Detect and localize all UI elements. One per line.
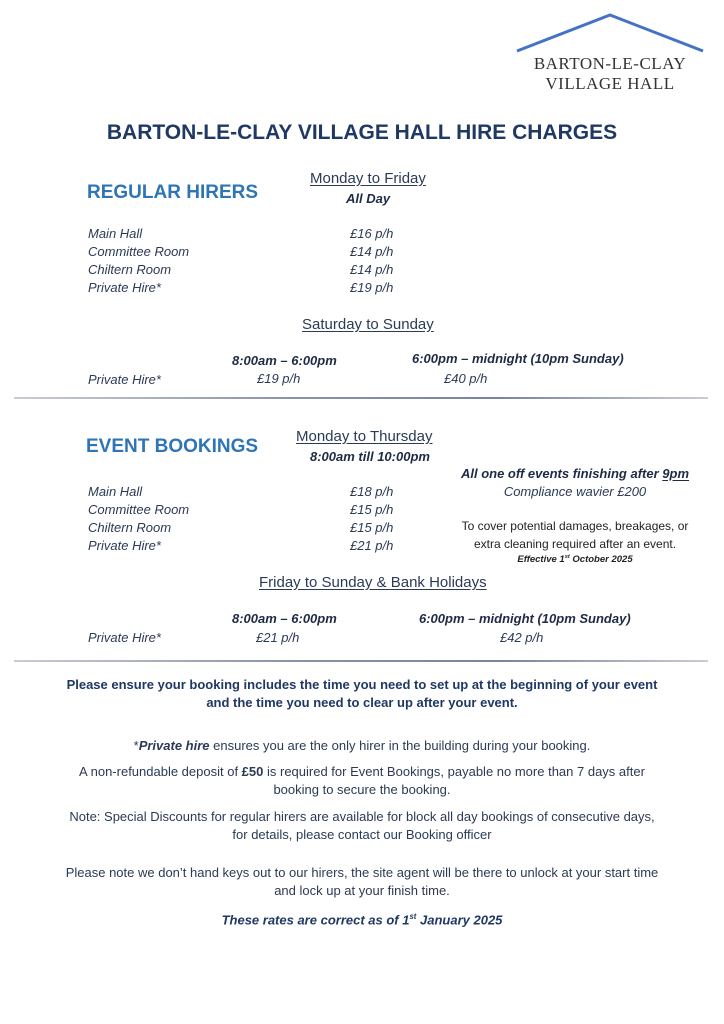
- event-weekend-row-label: Private Hire*: [88, 630, 161, 645]
- event-bookings-heading: EVENT BOOKINGS: [86, 436, 259, 457]
- regular-weekend-day-price: £19 p/h: [257, 371, 301, 386]
- compliance-heading: All one off events finishing after 9pm: [460, 466, 690, 481]
- event-row-price: £21 p/h: [350, 538, 394, 553]
- event-weekday-heading: Monday to Thursday: [296, 428, 433, 445]
- compliance-effective-date: Effective 1st October 2025: [517, 554, 633, 566]
- event-row-label: Main Hall: [88, 484, 143, 499]
- event-row-price: £18 p/h: [350, 484, 394, 499]
- regular-row-label: Main Hall: [88, 226, 143, 241]
- event-weekday-subheading: 8:00am till 10:00pm: [310, 449, 430, 464]
- regular-row-label: Chiltern Room: [88, 262, 172, 277]
- regular-weekend-col-day: 8:00am – 6:00pm: [232, 353, 337, 368]
- regular-weekday-heading: Monday to Friday: [310, 170, 426, 187]
- keys-note: Please note we don’t hand keys out to our hirers, the site agent will be there to unlock at your start time and lock up at your finish time.: [65, 865, 659, 898]
- compliance-note-line2: extra cleaning required after an event.: [473, 537, 677, 551]
- discount-note: Note: Special Discounts for regular hirers are available for block all day bookings of consecutive days, for details, please contact our Booking officer: [69, 809, 655, 842]
- event-weekend-heading: Friday to Sunday & Bank Holidays: [259, 574, 487, 591]
- deposit-note: A non-refundable deposit of £50 is required for Event Bookings, payable no more than 7 days after booking to secure the booking.: [79, 764, 645, 797]
- regular-weekend-row-label: Private Hire*: [88, 372, 161, 387]
- setup-time-notice: Please ensure your booking includes the time you need to set up at the beginning of your event and the time you need to clear up after your event.: [66, 677, 658, 710]
- regular-row-label: Private Hire*: [88, 280, 161, 295]
- section-divider: [14, 660, 708, 662]
- compliance-note-line1: To cover potential damages, breakages, or: [461, 519, 689, 533]
- regular-row-price: £19 p/h: [350, 280, 394, 295]
- rates-validity-note: These rates are correct as of 1st January 2025: [221, 912, 503, 928]
- logo-text-line2: VILLAGE HALL: [545, 74, 675, 93]
- event-row-label: Chiltern Room: [88, 520, 172, 535]
- event-row-label: Committee Room: [88, 502, 190, 517]
- regular-weekend-heading: Saturday to Sunday: [302, 316, 434, 333]
- regular-hirers-heading: REGULAR HIRERS: [87, 182, 259, 203]
- event-weekend-day-price: £21 p/h: [256, 630, 300, 645]
- regular-row-price: £16 p/h: [350, 226, 394, 241]
- section-divider: [14, 397, 708, 399]
- logo-text-line1: BARTON-LE-CLAY: [533, 54, 687, 73]
- compliance-waiver-amount: Compliance wavier £200: [503, 484, 647, 499]
- event-row-price: £15 p/h: [350, 520, 394, 535]
- page-title: BARTON-LE-CLAY VILLAGE HALL HIRE CHARGES: [106, 121, 618, 144]
- event-row-price: £15 p/h: [350, 502, 394, 517]
- regular-row-price: £14 p/h: [350, 262, 394, 277]
- regular-weekday-subheading: All Day: [346, 191, 391, 206]
- event-weekend-evening-price: £42 p/h: [500, 630, 544, 645]
- regular-weekend-col-evening: 6:00pm – midnight (10pm Sunday): [412, 351, 624, 366]
- regular-row-price: £14 p/h: [350, 244, 394, 259]
- event-row-label: Private Hire*: [88, 538, 161, 553]
- regular-row-label: Committee Room: [88, 244, 190, 259]
- private-hire-note: *Private hire ensures you are the only hirer in the building during your booking.: [133, 738, 591, 753]
- roof-icon: [514, 10, 706, 55]
- event-weekend-col-evening: 6:00pm – midnight (10pm Sunday): [419, 611, 631, 626]
- event-weekend-col-day: 8:00am – 6:00pm: [232, 611, 337, 626]
- village-hall-logo: [514, 10, 706, 100]
- regular-weekend-evening-price: £40 p/h: [444, 371, 488, 386]
